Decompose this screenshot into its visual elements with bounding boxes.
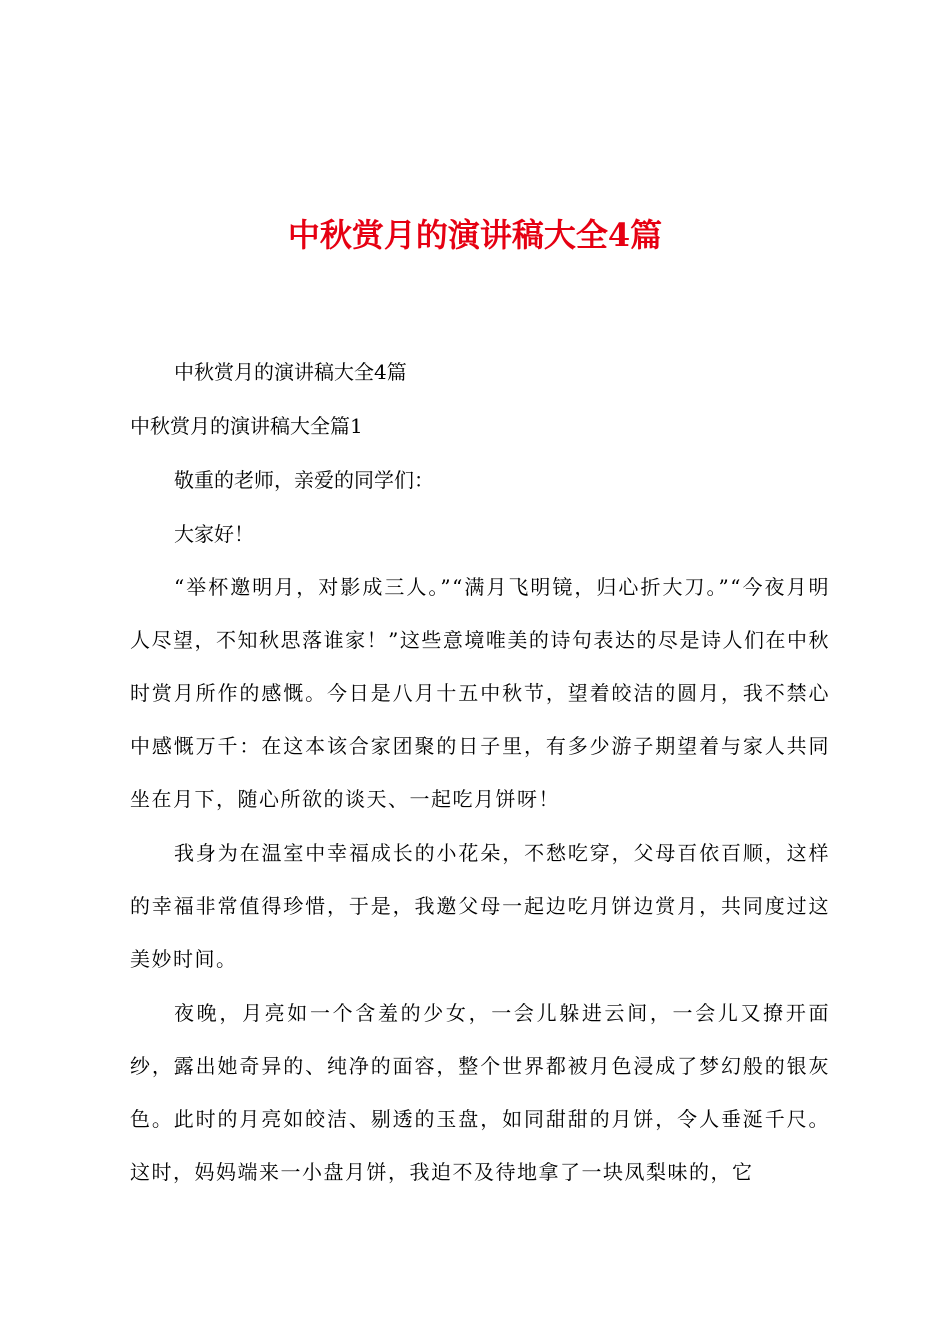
body-paragraph: 夜晚，月亮如一个含羞的少女，一会儿躲进云间，一会儿又撩开面纱，露出她奇异的、纯净的面容，整个世界都被月色浸成了梦幻般的银灰色。此时的月亮如皎洁、剔透的玉盘，如同甜甜的月饼，令人垂涎千尺。这时，妈妈端来一小盘月饼，我迫不及待地拿了一块凤梨味的，它: [130, 1001, 830, 1184]
section-heading: 中秋赏月的演讲稿大全篇1: [130, 414, 363, 438]
body-paragraph: “举杯邀明月，对影成三人。”“满月飞明镜，归心折大刀。”“今夜月明人尽望，不知秋思落谁家！”这些意境唯美的诗句表达的尽是诗人们在中秋时赏月所作的感慨。今日是八月十五中秋节，望着皎洁的圆月，我不禁心中感慨万千：在这本该合家团聚的日子里，有多少游子期望着与家人共同坐在月下，随心所欲的谈天、一起吃月饼呀！: [130, 575, 830, 811]
document-body: [130, 345, 830, 1199]
greeting-line: 敬重的老师，亲爱的同学们：: [174, 468, 434, 492]
salutation-line: 大家好！: [174, 522, 254, 546]
document-title: 中秋赏月的演讲稿大全4篇: [287, 216, 663, 254]
document-subtitle: 中秋赏月的演讲稿大全4篇: [174, 360, 407, 384]
body-paragraph: 我身为在温室中幸福成长的小花朵，不愁吃穿，父母百依百顺，这样的幸福非常值得珍惜，于是，我邀父母一起边吃月饼边赏月，共同度过这美妙时间。: [130, 841, 830, 971]
